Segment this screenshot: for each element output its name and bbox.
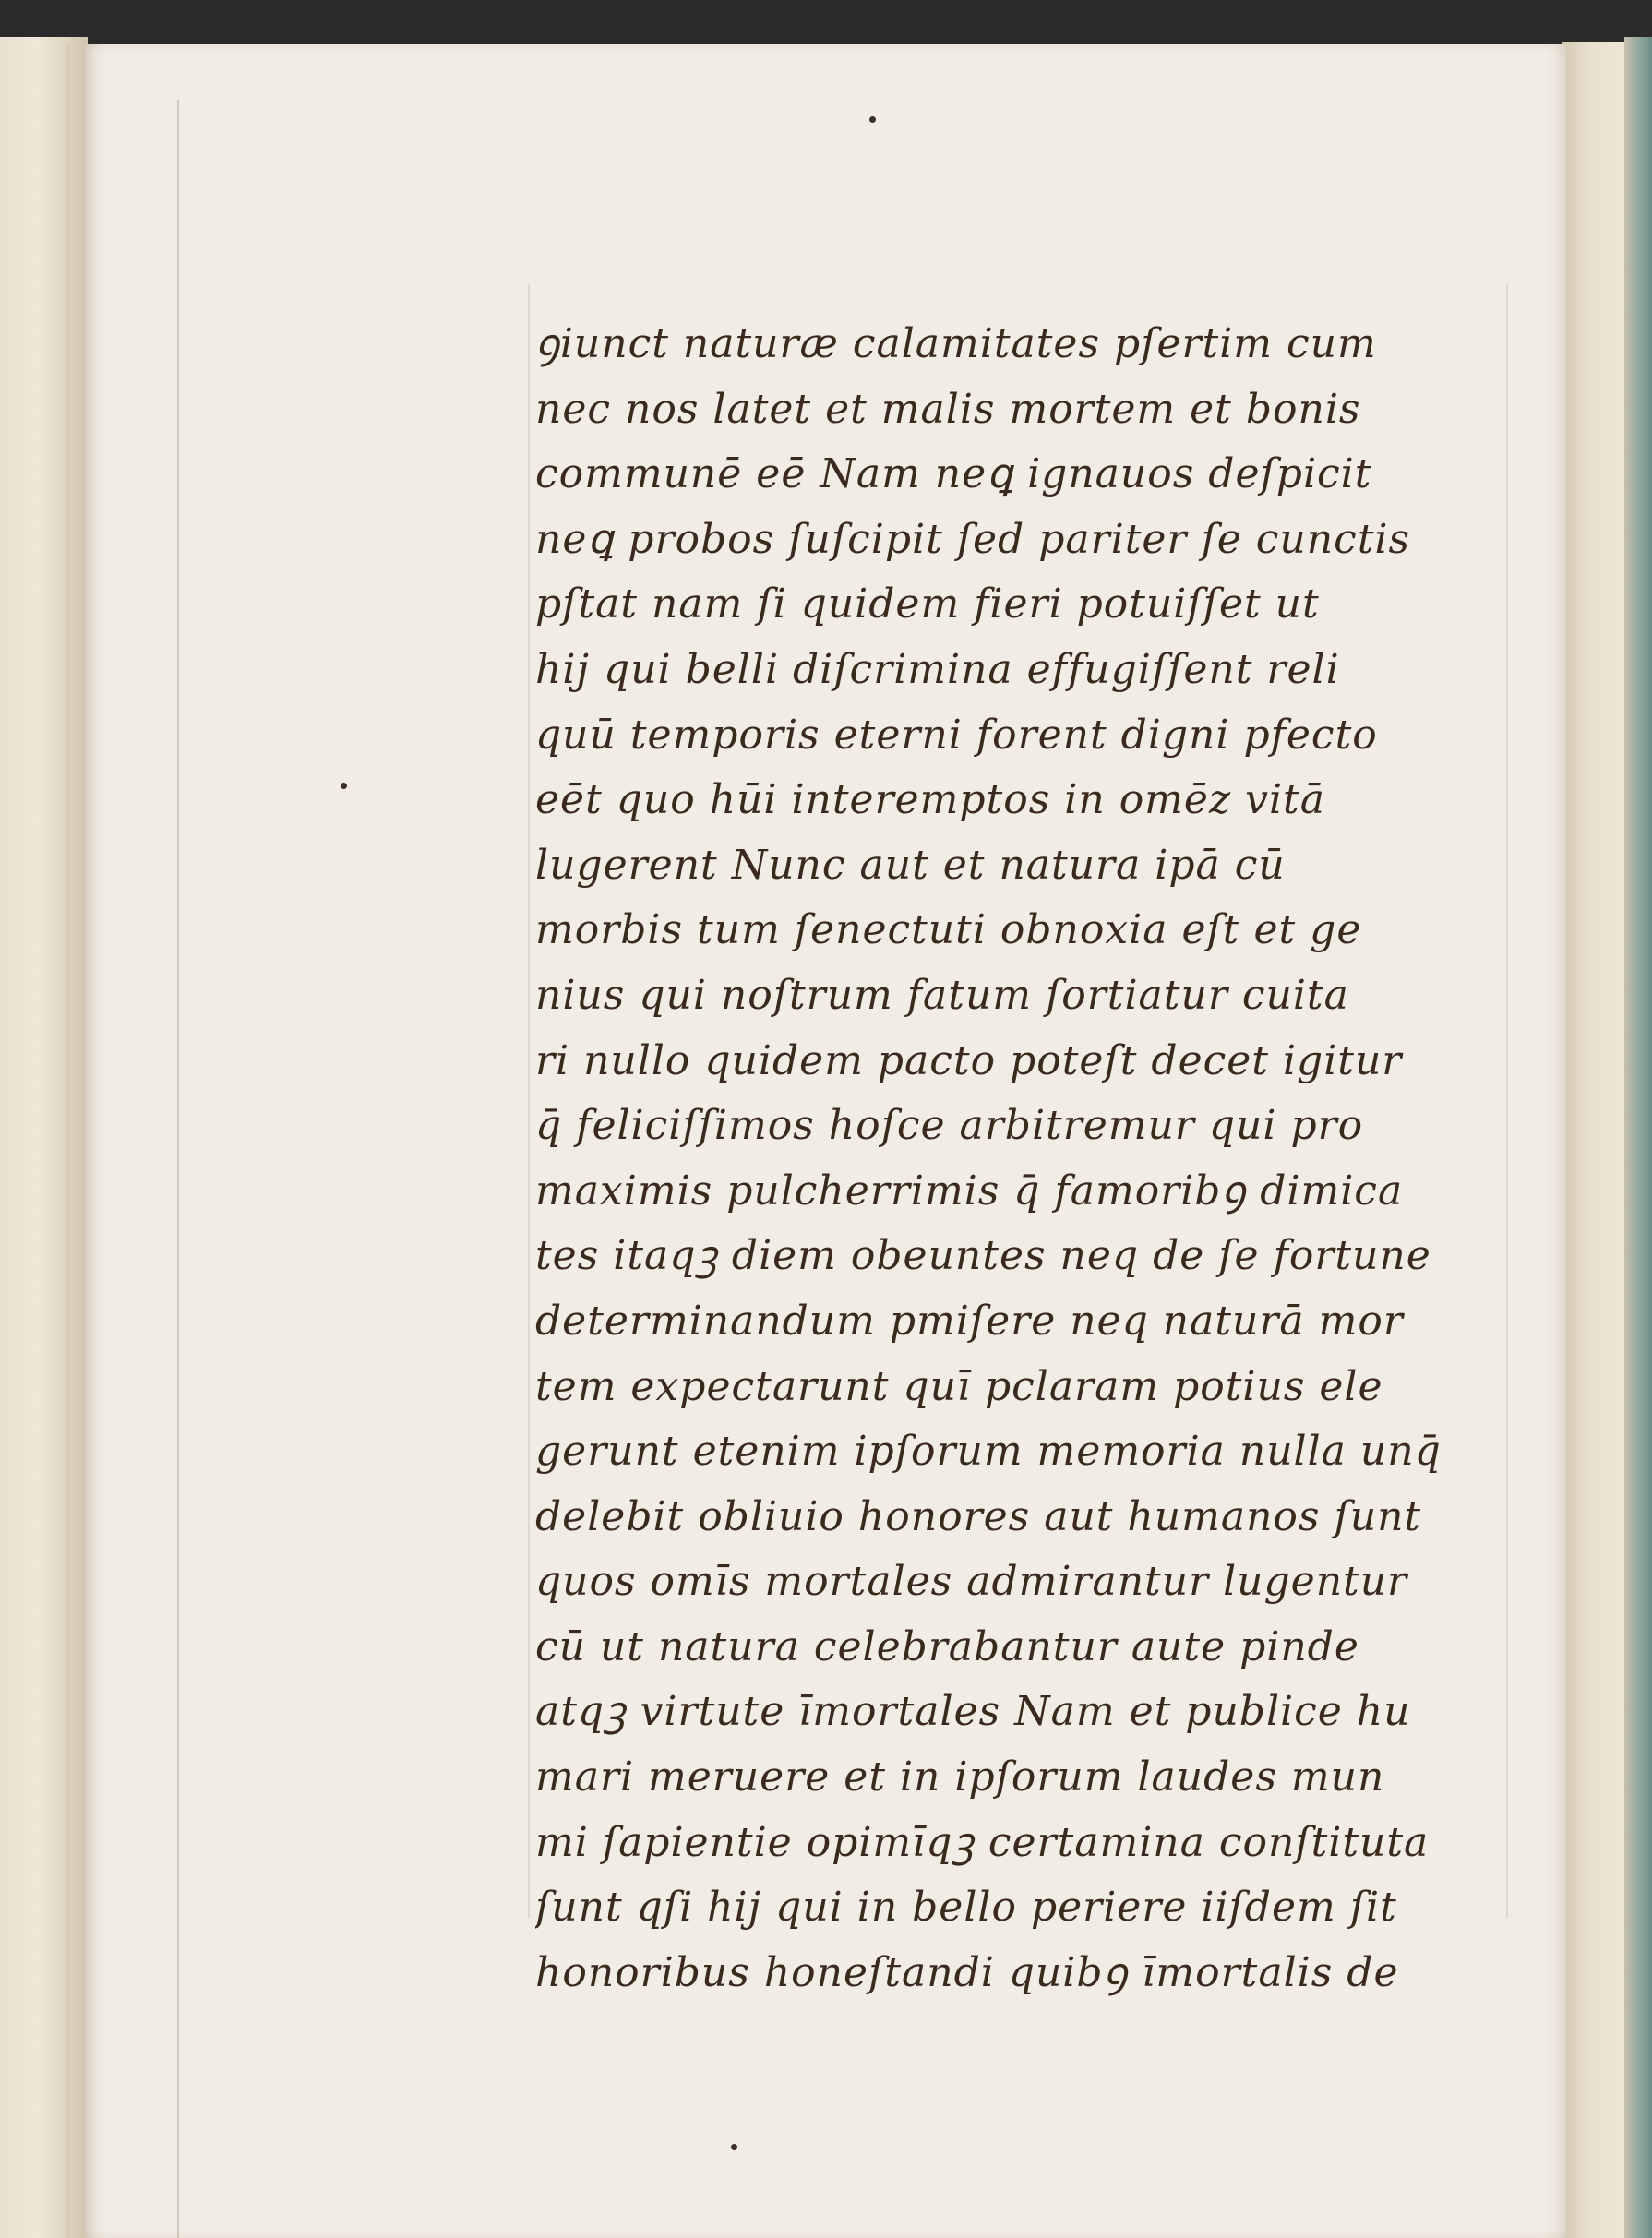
text-line: quos omīs mortales admirantur lugentur bbox=[535, 1558, 1408, 1606]
text-line: nius qui noſtrum fatum ſortiatur cuita bbox=[535, 971, 1349, 1019]
text-line: ſunt qſi hij qui in bello periere iiſdem ſit bbox=[535, 1884, 1397, 1932]
ink-dot bbox=[341, 783, 347, 789]
binding-edge bbox=[1624, 37, 1652, 2238]
ruling-left bbox=[528, 284, 530, 1918]
text-line: mi ſapientie opimīqꝫ certamina conſtituta bbox=[535, 1818, 1430, 1866]
text-line: mari meruere et in ipſorum laudes mun bbox=[535, 1753, 1385, 1801]
text-line: q̄ feliciſſimos hoſce arbitremur qui pro bbox=[535, 1102, 1364, 1150]
text-line: nec nos latet et malis mortem et bonis bbox=[535, 385, 1361, 433]
text-line: delebit obliuio honores aut humanos ſunt bbox=[535, 1492, 1422, 1540]
text-line: hij qui belli diſcrimina effugiſſent reli bbox=[535, 645, 1340, 693]
manuscript-text bbox=[535, 312, 1541, 2005]
text-line: pſtat nam ſi quidem fieri potuiſſet ut bbox=[535, 580, 1320, 628]
text-line: tem expectarunt quī pclaram potius ele bbox=[535, 1362, 1383, 1410]
ink-dot bbox=[869, 116, 876, 123]
gutter-crease bbox=[177, 100, 179, 2238]
left-page-stack bbox=[0, 37, 88, 2238]
text-line: gerunt etenim ipſorum memoria nulla unq̄ bbox=[535, 1428, 1442, 1476]
text-line: lugerent Nunc aut et natura ipā cū bbox=[535, 841, 1286, 889]
text-line: communē eē Nam neꝗ ignauos deſpicit bbox=[535, 450, 1372, 498]
text-line: maximis pulcherrimis q̄ famoribꝯ dimica bbox=[535, 1167, 1404, 1215]
text-line: quū temporis eterni forent digni pfecto bbox=[535, 711, 1378, 759]
text-line: neꝗ probos ſuſcipit ſed pariter ſe cunctis bbox=[535, 515, 1411, 563]
text-line: atqꝫ virtute īmortales Nam et publice hu bbox=[535, 1688, 1411, 1736]
text-line: determinandum pmiſere neq naturā mor bbox=[535, 1297, 1404, 1345]
manuscript-page bbox=[85, 44, 1566, 2238]
text-line: eēt quo hūi interemptos in omēz vitā bbox=[535, 776, 1325, 824]
text-line: cū ut natura celebrabantur aute pinde bbox=[535, 1622, 1359, 1670]
text-line: ri nullo quidem pacto poteſt decet igitur bbox=[535, 1036, 1403, 1084]
text-line: ꝯiunct naturæ calamitates pſertim cum bbox=[535, 320, 1377, 367]
text-line: honoribus honeſtandi quibꝯ īmortalis de bbox=[535, 1948, 1399, 1996]
left-page-edge bbox=[66, 46, 70, 2238]
text-line: tes itaqꝫ diem obeuntes neq de ſe fortune bbox=[535, 1232, 1431, 1280]
ink-dot bbox=[731, 2144, 737, 2150]
text-line: morbis tum ſenectuti obnoxia eſt et ge bbox=[535, 906, 1362, 954]
